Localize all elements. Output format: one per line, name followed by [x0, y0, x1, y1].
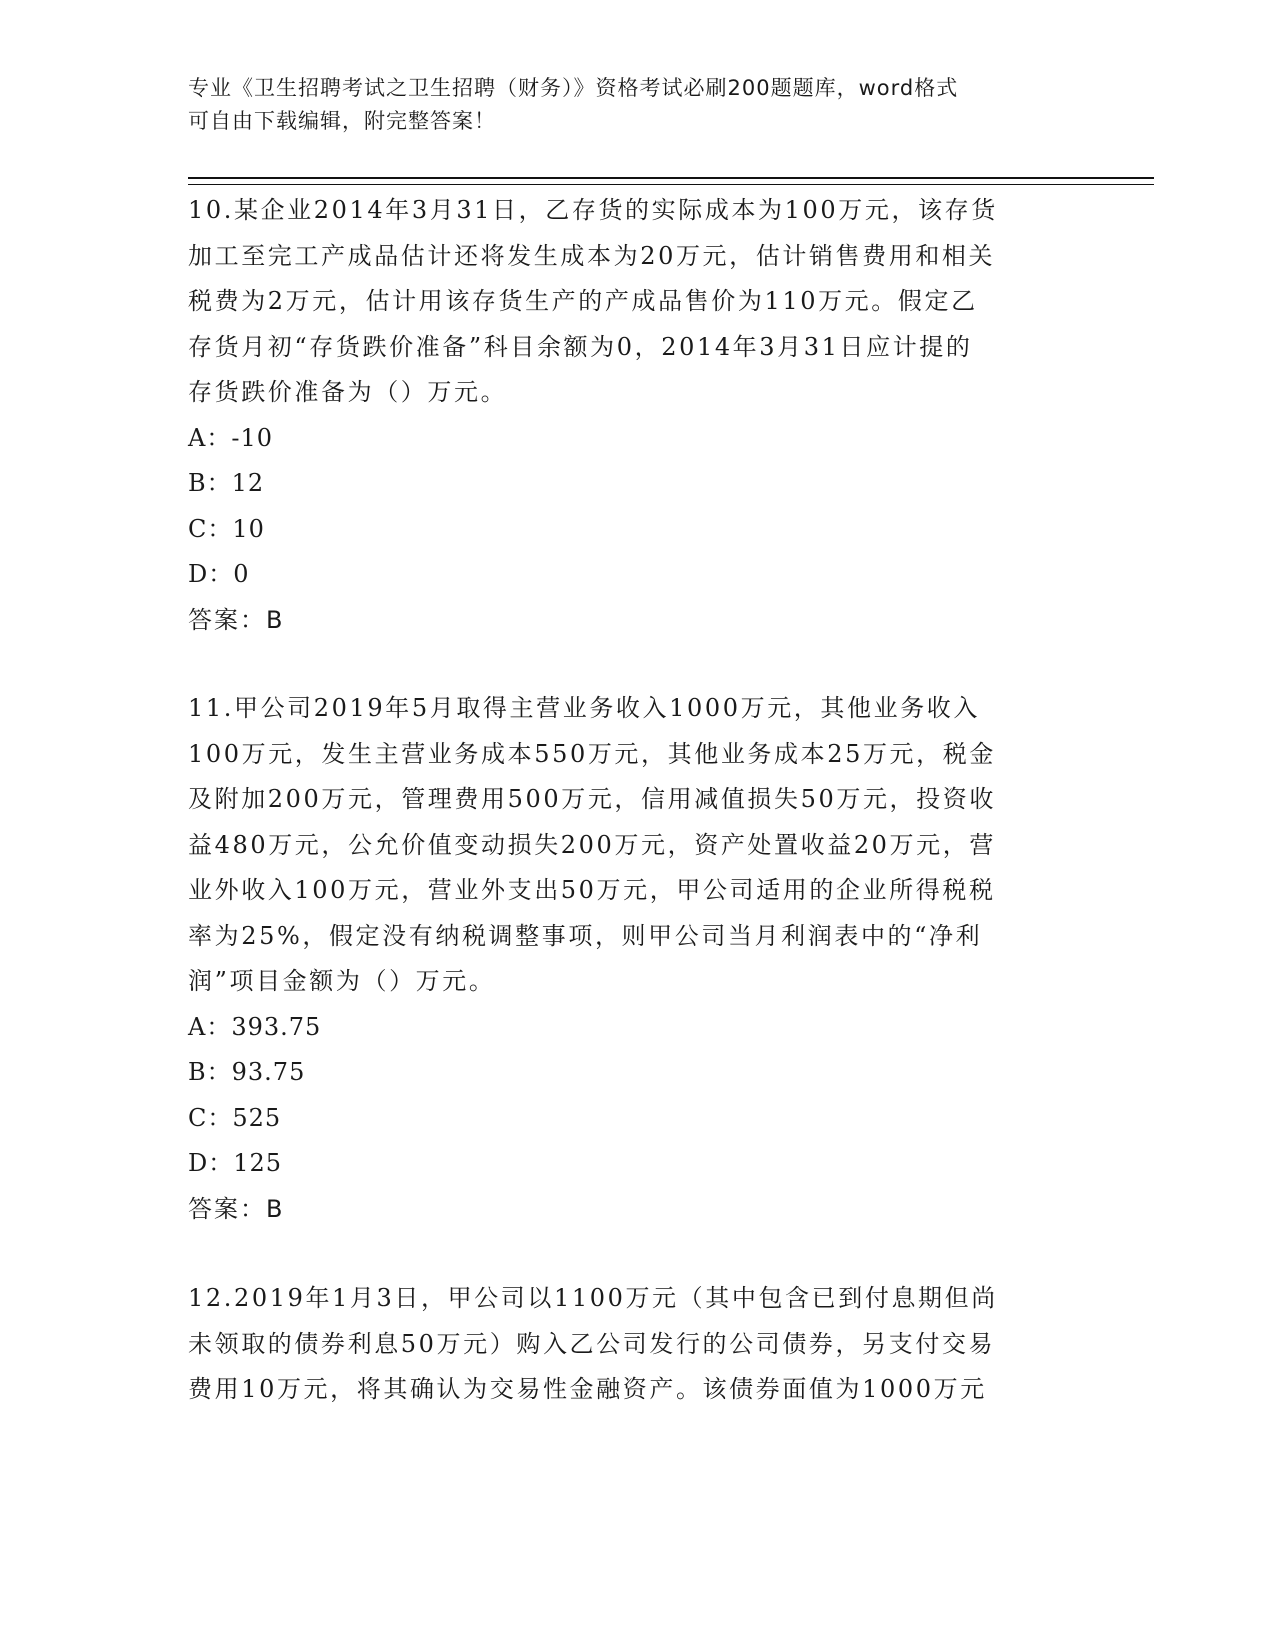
header-title-line-2: 可自由下载编辑，附完整答案！	[188, 109, 496, 133]
question-text-line: 费用10万元，将其确认为交易性金融资产。该债券面值为1000万元	[188, 1375, 987, 1403]
option-a: A：-10	[188, 423, 273, 452]
question-text-line: 存货月初“存货跌价准备”科目余额为0，2014年3月31日应计提的	[188, 332, 973, 361]
question-10-answer: 答案：B	[188, 605, 285, 634]
question-text-line: 100万元，发生主营业务成本550万元，其他业务成本25万元，税金	[188, 739, 996, 768]
question-12	[188, 1276, 1088, 1413]
header-title-line-1: 专业《卫生招聘考试之卫生招聘（财务）》资格考试必刷200题题库，word格式	[188, 76, 959, 100]
question-10	[188, 188, 1088, 643]
option-a: A：393.75	[188, 1012, 322, 1041]
question-11-answer: 答案：B	[188, 1194, 285, 1223]
question-text-line: 10.某企业2014年3月31日，乙存货的实际成本为100万元，该存货	[188, 196, 998, 224]
question-text-line: 益480万元，公允价值变动损失200万元，资产处置收益20万元，营	[188, 830, 996, 859]
question-text-line: 12.2019年1月3日，甲公司以1100万元（其中包含已到付息期但尚	[188, 1284, 998, 1312]
question-text-line: 业外收入100万元，营业外支出50万元，甲公司适用的企业所得税税	[188, 876, 996, 904]
option-b: B：93.75	[188, 1058, 306, 1086]
header-rule-thick	[188, 177, 1154, 179]
option-c: C：525	[188, 1103, 282, 1132]
question-text-line: 存货跌价准备为（）万元。	[188, 378, 508, 406]
question-12-stem	[188, 1276, 1088, 1413]
question-10-stem	[188, 188, 1088, 416]
option-c: C：10	[188, 514, 265, 543]
question-11-stem	[188, 686, 1088, 1005]
page-header	[188, 72, 1068, 138]
question-text-line: 11.甲公司2019年5月取得主营业务收入1000万元，其他业务收入	[188, 694, 980, 722]
question-text-line: 润”项目金额为（）万元。	[188, 967, 496, 995]
question-text-line: 及附加200万元，管理费用500万元，信用减值损失50万元，投资收	[188, 785, 996, 813]
question-11-options	[188, 1005, 1088, 1187]
option-d: D：125	[188, 1149, 283, 1177]
question-text-line: 税费为2万元，估计用该存货生产的产成品售价为110万元。假定乙	[188, 287, 978, 315]
question-10-options	[188, 416, 1088, 598]
question-text-line: 未领取的债券利息50万元）购入乙公司发行的公司债券，另支付交易	[188, 1329, 996, 1358]
question-list	[188, 188, 1088, 1413]
question-11	[188, 686, 1088, 1232]
option-d: D：0	[188, 560, 250, 588]
option-b: B：12	[188, 469, 265, 497]
header-rule-thin	[188, 184, 1154, 185]
question-text-line: 加工至完工产成品估计还将发生成本为20万元，估计销售费用和相关	[188, 241, 996, 270]
question-text-line: 率为25%，假定没有纳税调整事项，则甲公司当月利润表中的“净利	[188, 921, 983, 950]
